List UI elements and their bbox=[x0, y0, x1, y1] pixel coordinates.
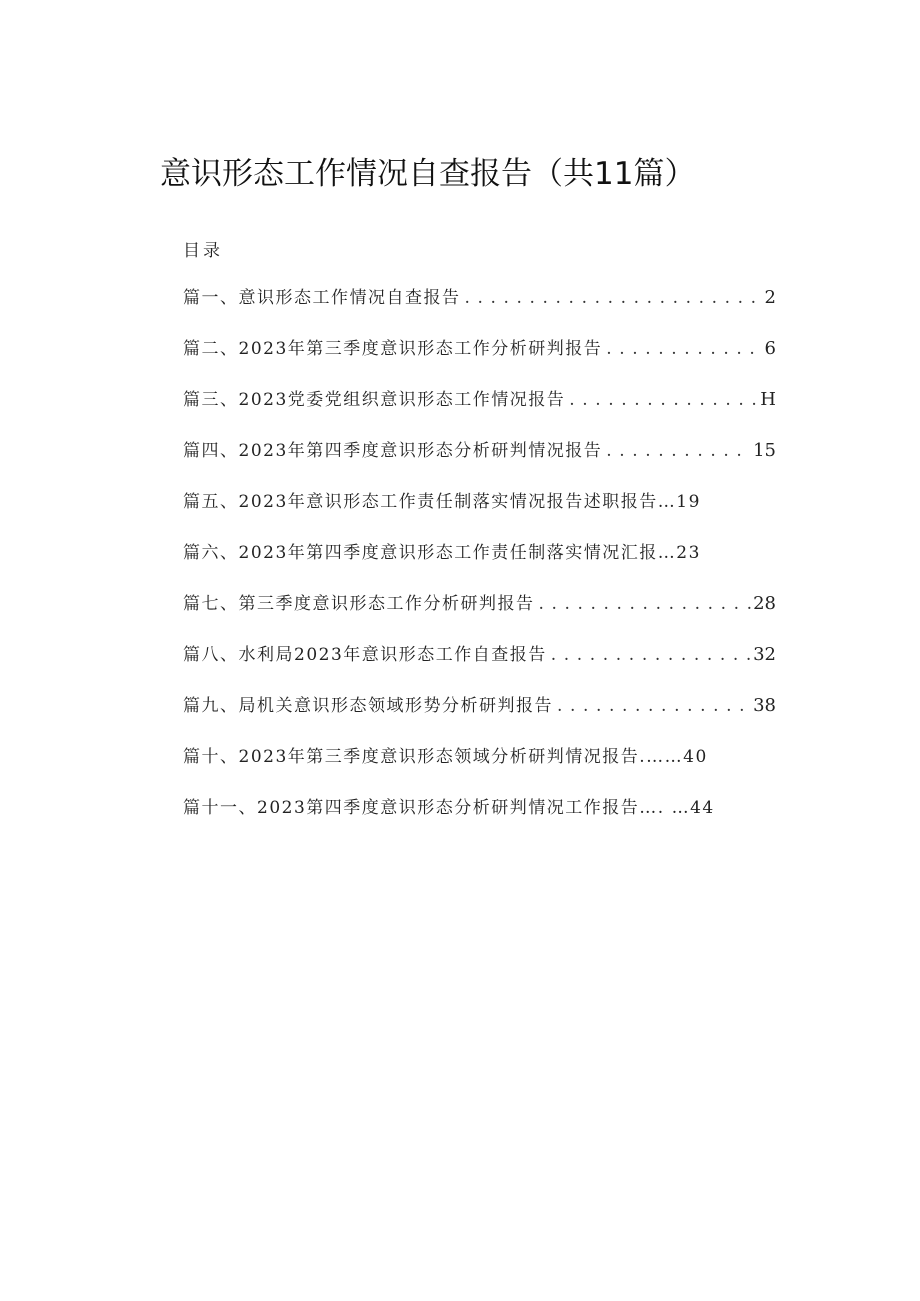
toc-entry-page: 28 bbox=[753, 593, 776, 614]
toc-leader-dots bbox=[602, 331, 762, 367]
toc-entry-3[interactable] bbox=[183, 382, 776, 433]
toc-entry-label: 篇七、第三季度意识形态工作分析研判报告 bbox=[183, 594, 535, 614]
toc-entry-label: 篇十一、2023第四季度意识形态分析研判情况工作报告…. …44 bbox=[183, 798, 715, 818]
toc-entry-label: 篇一、意识形态工作情况自查报告 bbox=[183, 288, 461, 308]
toc-entry-9[interactable] bbox=[183, 688, 776, 739]
toc-leader-dots bbox=[547, 637, 751, 673]
document-title: 意识形态工作情况自查报告（共11篇） bbox=[160, 156, 696, 192]
toc-entry-label: 篇八、水利局2023年意识形态工作自查报告 bbox=[183, 645, 547, 665]
toc-entry-11[interactable] bbox=[183, 790, 783, 841]
toc-entry-label: 篇九、局机关意识形态领域形势分析研判报告 bbox=[183, 696, 553, 716]
toc-entry-4[interactable] bbox=[183, 433, 776, 484]
toc-entry-10[interactable] bbox=[183, 739, 783, 790]
toc-entry-page: H bbox=[760, 389, 776, 410]
toc-entry-8[interactable] bbox=[183, 637, 776, 688]
toc-entry-page: 6 bbox=[764, 338, 776, 359]
toc-leader-dots bbox=[553, 688, 751, 724]
toc-leader-dots bbox=[565, 382, 758, 418]
toc-entry-1[interactable] bbox=[183, 280, 776, 331]
toc-entry-label: 篇三、2023党委党组织意识形态工作情况报告 bbox=[183, 390, 566, 410]
toc-entry-page: 2 bbox=[764, 287, 776, 308]
toc-entry-6[interactable] bbox=[183, 535, 783, 586]
toc-entry-label: 篇五、2023年意识形态工作责任制落实情况报告述职报告…19 bbox=[183, 492, 701, 512]
toc-leader-dots bbox=[535, 586, 752, 622]
toc-entry-page: 32 bbox=[753, 644, 776, 665]
toc-entry-page: 15 bbox=[753, 440, 776, 461]
toc-entry-page: 38 bbox=[753, 695, 776, 716]
toc-entry-7[interactable] bbox=[183, 586, 776, 637]
toc-entry-label: 篇二、2023年第三季度意识形态工作分析研判报告 bbox=[183, 339, 603, 359]
toc-heading: 目录 bbox=[183, 241, 223, 261]
toc-leader-dots bbox=[602, 433, 751, 469]
toc-entry-2[interactable] bbox=[183, 331, 776, 382]
table-of-contents bbox=[183, 280, 783, 841]
toc-entry-label: 篇四、2023年第四季度意识形态分析研判情况报告 bbox=[183, 441, 603, 461]
toc-entry-5[interactable] bbox=[183, 484, 783, 535]
toc-entry-label: 篇十、2023年第三季度意识形态领域分析研判情况报告.……40 bbox=[183, 747, 708, 767]
toc-entry-label: 篇六、2023年第四季度意识形态工作责任制落实情况汇报…23 bbox=[183, 543, 701, 563]
toc-leader-dots bbox=[461, 280, 763, 316]
